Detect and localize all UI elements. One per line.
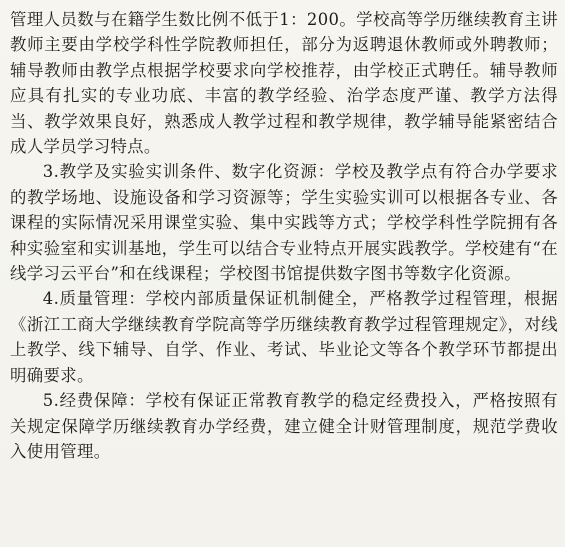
paragraph-staffing: 管理人员数与在籍学生数比例不低于1：200。学校高等学历继续教育主讲教师主要由学校学科性学院教师担任，部分为返聘退休教师或外聘教师；辅导教师由教学点根据学校要求向学校推荐，由学校正式聘任。辅导教师应具有扎实的专业功底、丰富的教学经验、治学态度严谨、教学方法得当、教学效果良好，熟悉成人教学过程和教学规律，教学辅导能紧密结合成人学员学习特点。 bbox=[10, 10, 558, 157]
document-body bbox=[10, 7, 558, 464]
paragraph-teaching-conditions: 3.教学及实验实训条件、数字化资源：学校及教学点有符合办学要求的教学场地、设施设备和学习资源等；学生实验实训可以根据各专业、各课程的实际情况采用课堂实验、集中实践等方式；学校学科性学院拥有各种实验室和实训基地，学生可以结合专业特点开展实践教学。学校建有“在线学习云平台”和在线课程；学校图书馆提供数字图书等数字化资源。 bbox=[10, 162, 558, 284]
paragraph-quality-management: 4.质量管理：学校内部质量保证机制健全，严格教学过程管理，根据《浙江工商大学继续教育学院高等学历继续教育教学过程管理规定》，对线上教学、线下辅导、自学、作业、考试、毕业论文等各个教学环节都提出明确要求。 bbox=[10, 289, 558, 385]
paragraph-funding: 5.经费保障：学校有保证正常教育教学的稳定经费投入，严格按照有关规定保障学历继续教育办学经费，建立健全计财管理制度，规范学费收入使用管理。 bbox=[10, 391, 558, 461]
